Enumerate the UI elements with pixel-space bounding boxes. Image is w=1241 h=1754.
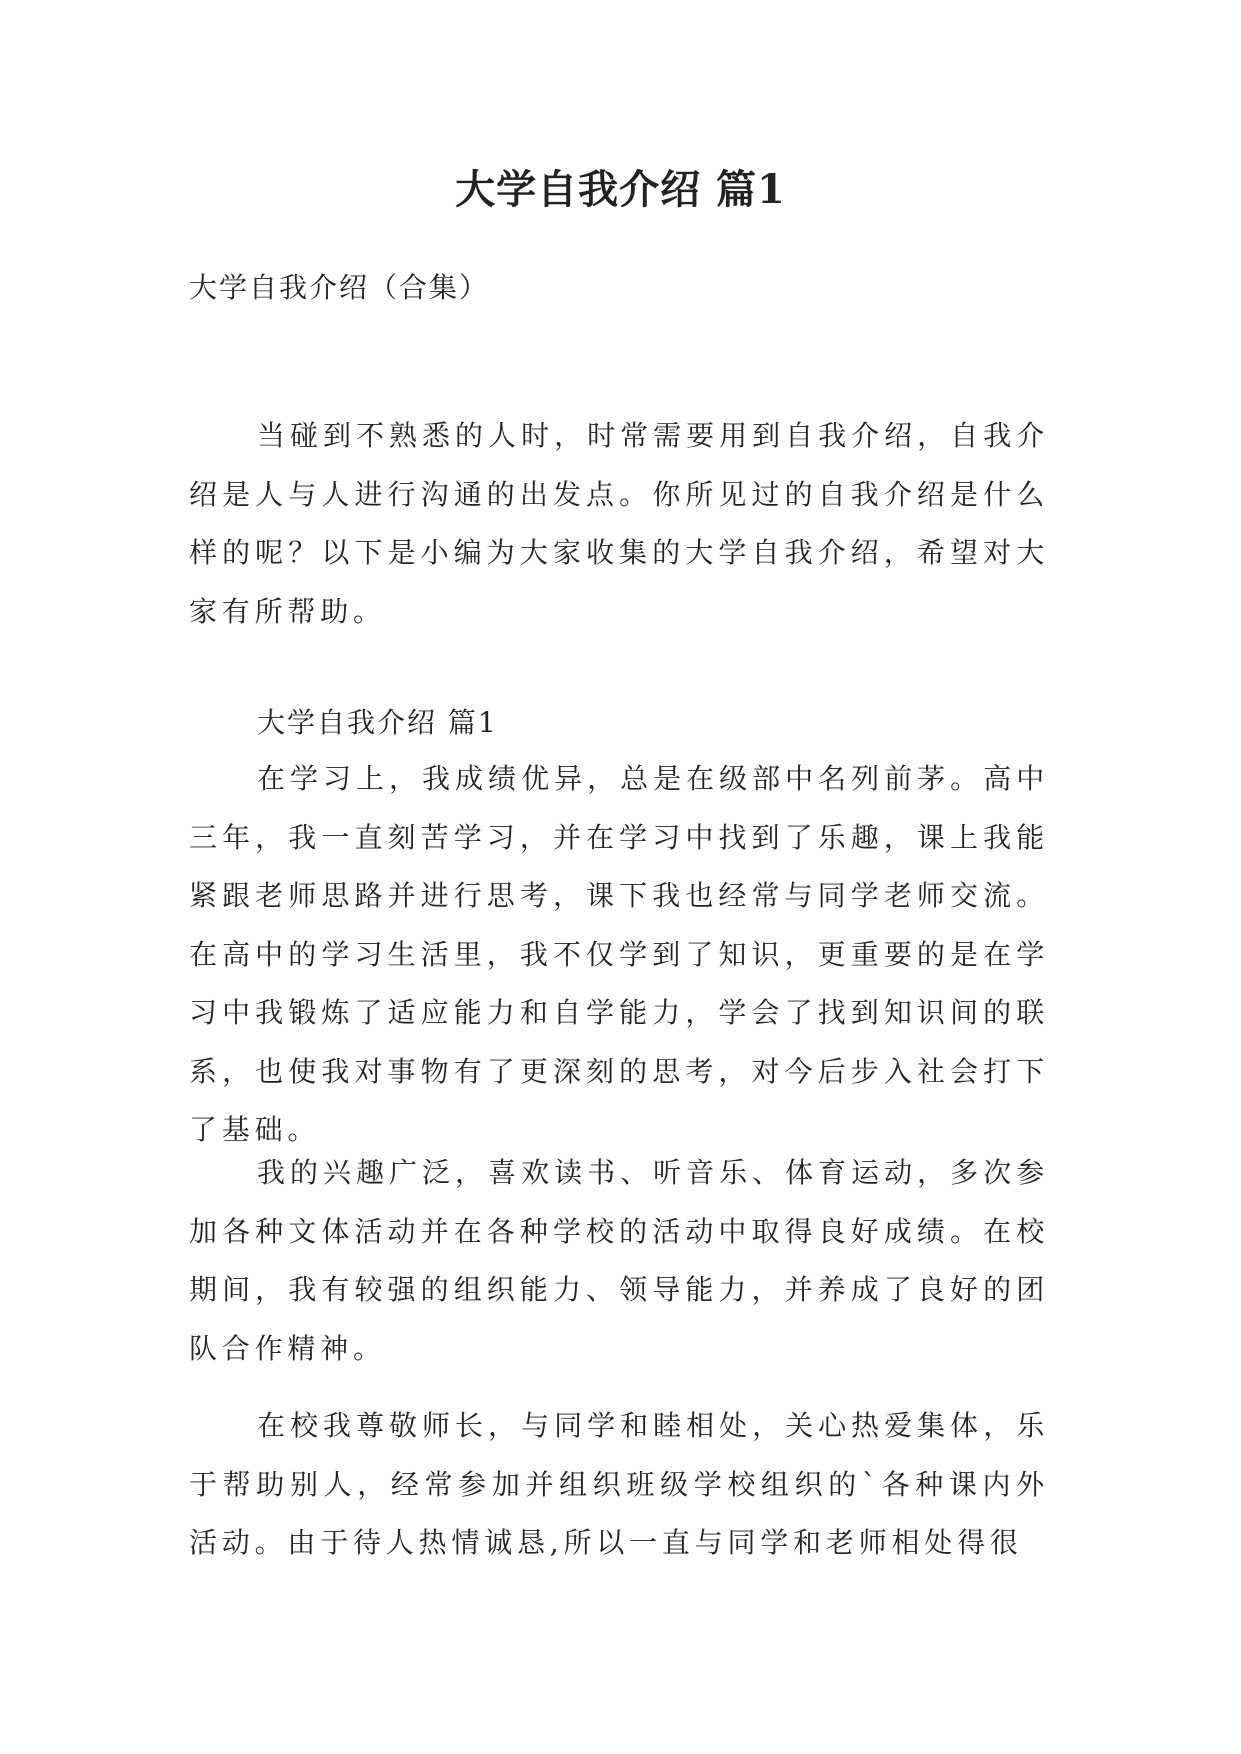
- body-paragraph: 在学习上，我成绩优异，总是在级部中名列前茅。高中三年，我一直刻苦学习，并在学习中找到了乐趣，课上我能紧跟老师思路并进行思考，课下我也经常与同学老师交流。在高中的学习生活里，我不仅学到了知识，更重要的是在学习中我锻炼了适应能力和自学能力，学会了找到知识间的联系，也使我对事物有了更深刻的思考，对今后步入社会打下了基础。: [189, 762, 1049, 1146]
- section-heading: 大学自我介绍 篇1: [257, 706, 498, 739]
- body-paragraph: 我的兴趣广泛，喜欢读书、听音乐、体育运动，多次参加各种文体活动并在各种学校的活动中取得良好成绩。在校期间，我有较强的组织能力、领导能力，并养成了良好的团队合作精神。: [189, 1156, 1049, 1365]
- body-paragraph: 在校我尊敬师长，与同学和睦相处，关心热爱集体，乐于帮助别人，经常参加并组织班级学校组织的`各种课内外活动。由于待人热情诚恳,所以一直与同学和老师相处得很: [189, 1409, 1049, 1559]
- document-title: 大学自我介绍 篇1: [455, 166, 786, 213]
- intro-paragraph: 当碰到不熟悉的人时，时常需要用到自我介绍，自我介绍是人与人进行沟通的出发点。你所见过的自我介绍是什么样的呢？以下是小编为大家收集的大学自我介绍，希望对大家有所帮助。: [189, 419, 1049, 628]
- collection-title: 大学自我介绍（合集）: [189, 271, 490, 304]
